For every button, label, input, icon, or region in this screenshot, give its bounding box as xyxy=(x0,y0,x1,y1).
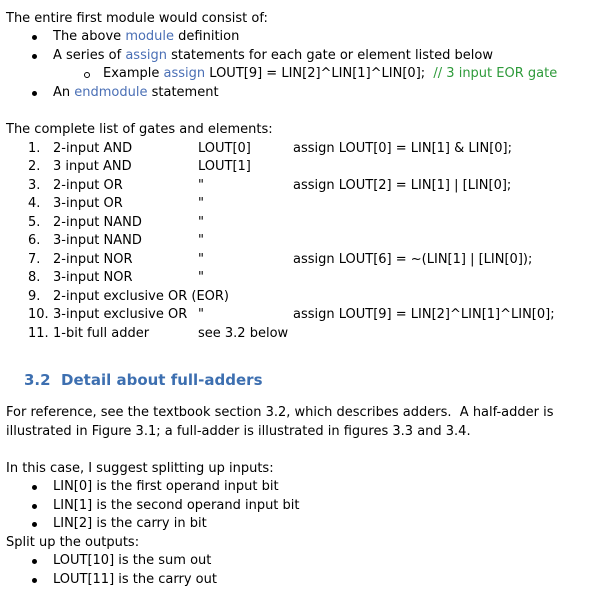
bullet-dot xyxy=(32,504,37,509)
section-number: 3.2 xyxy=(24,371,51,389)
bullet-dot xyxy=(32,522,37,527)
gate-name: 3-input NAND xyxy=(53,233,142,248)
bullet-dot xyxy=(32,578,37,583)
gate-row xyxy=(0,140,601,158)
gate-row xyxy=(0,325,601,343)
bullet-dot xyxy=(32,35,37,40)
intro-heading: The entire first module would consist of: xyxy=(6,11,268,26)
gate-output: " xyxy=(198,252,204,267)
gate-assign: assign LOUT[2] = LIN[1] | [LIN[0]; xyxy=(293,178,512,193)
gate-output: " xyxy=(198,233,204,248)
gate-name: 2-input NOR xyxy=(53,252,133,267)
intro-example xyxy=(103,65,557,83)
gate-row xyxy=(0,251,601,269)
text-fragment: definition xyxy=(174,29,240,44)
bullet-dot xyxy=(32,91,37,96)
text-fragment: An xyxy=(53,85,75,100)
gate-output: LOUT[1] xyxy=(198,159,251,174)
text-fragment: A series of xyxy=(53,48,126,63)
output-item: LOUT[10] is the sum out xyxy=(53,553,212,568)
gate-name: 2-input exclusive OR (EOR) xyxy=(53,289,229,304)
gate-number: 6. xyxy=(28,233,41,248)
gate-number: 3. xyxy=(28,178,41,193)
code-fragment: LOUT[9] = LIN[2]^LIN[1]^LIN[0]; xyxy=(205,66,434,81)
text-fragment: Example xyxy=(103,66,164,81)
gate-output: " xyxy=(198,178,204,193)
gate-name: 3-input OR xyxy=(53,196,123,211)
section-para1-line2: illustrated in Figure 3.1; a full-adder is illustrated in figures 3.3 and 3.4. xyxy=(6,424,471,439)
gate-output: see 3.2 below xyxy=(198,326,289,341)
bullet-dot xyxy=(32,54,37,59)
gate-name: 1-bit full adder xyxy=(53,326,150,341)
gate-row xyxy=(0,306,601,324)
gate-name: 2-input AND xyxy=(53,141,133,156)
input-item: LIN[0] is the first operand input bit xyxy=(53,479,279,494)
gate-number: 4. xyxy=(28,196,41,211)
section-heading xyxy=(24,370,263,390)
gate-row xyxy=(0,195,601,213)
gate-name: 2-input OR xyxy=(53,178,123,193)
gate-number: 7. xyxy=(28,252,41,267)
section-title: Detail about full-adders xyxy=(61,371,263,389)
gate-assign: assign LOUT[9] = LIN[2]^LIN[1]^LIN[0]; xyxy=(293,307,555,322)
keyword-endmodule: endmodule xyxy=(74,85,148,100)
gate-assign: assign LOUT[6] = ~(LIN[1] | [LIN[0]); xyxy=(293,252,533,267)
section-para2: In this case, I suggest splitting up inputs: xyxy=(6,461,274,476)
output-item: LOUT[11] is the carry out xyxy=(53,572,217,587)
intro-bullet-endmodule xyxy=(53,84,219,102)
intro-bullet-assign xyxy=(53,47,493,65)
gate-output: " xyxy=(198,270,204,285)
input-item: LIN[2] is the carry in bit xyxy=(53,516,207,531)
gates-heading: The complete list of gates and elements: xyxy=(6,122,273,137)
gate-row xyxy=(0,232,601,250)
bullet-dot xyxy=(32,559,37,564)
text-fragment: The above xyxy=(53,29,126,44)
gate-number: 9. xyxy=(28,289,41,304)
gate-number: 1. xyxy=(28,141,41,156)
gate-row xyxy=(0,177,601,195)
gate-output: LOUT[0] xyxy=(198,141,251,156)
gate-name: 2-input NAND xyxy=(53,215,142,230)
gate-name: 3-input NOR xyxy=(53,270,133,285)
gate-row xyxy=(0,158,601,176)
gate-output: " xyxy=(198,307,204,322)
gate-row xyxy=(0,269,601,287)
outputs-heading: Split up the outputs: xyxy=(6,535,140,550)
keyword-module: module xyxy=(125,29,175,44)
gate-row xyxy=(0,288,601,306)
intro-bullet-module xyxy=(53,28,239,46)
gate-assign: assign LOUT[0] = LIN[1] & LIN[0]; xyxy=(293,141,513,156)
keyword-assign: assign xyxy=(125,48,167,63)
text-fragment: statement xyxy=(147,85,219,100)
gate-output: " xyxy=(198,196,204,211)
input-item: LIN[1] is the second operand input bit xyxy=(53,498,300,513)
code-comment: // 3 input EOR gate xyxy=(433,66,558,81)
gate-name: 3-input exclusive OR xyxy=(53,307,188,322)
gate-number: 2. xyxy=(28,159,41,174)
gate-number: 10. xyxy=(28,307,49,322)
gate-number: 8. xyxy=(28,270,41,285)
gate-name: 3 input AND xyxy=(53,159,132,174)
bullet-dot xyxy=(32,485,37,490)
text-fragment: statements for each gate or element listed below xyxy=(166,48,493,63)
section-para1-line1: For reference, see the textbook section 3.2, which describes adders. A half-adder is xyxy=(6,405,554,420)
gate-row xyxy=(0,214,601,232)
gate-number: 5. xyxy=(28,215,41,230)
keyword-assign: assign xyxy=(163,66,206,81)
gate-output: " xyxy=(198,215,204,230)
sub-bullet-circle xyxy=(84,72,90,78)
gate-number: 11. xyxy=(28,326,49,341)
